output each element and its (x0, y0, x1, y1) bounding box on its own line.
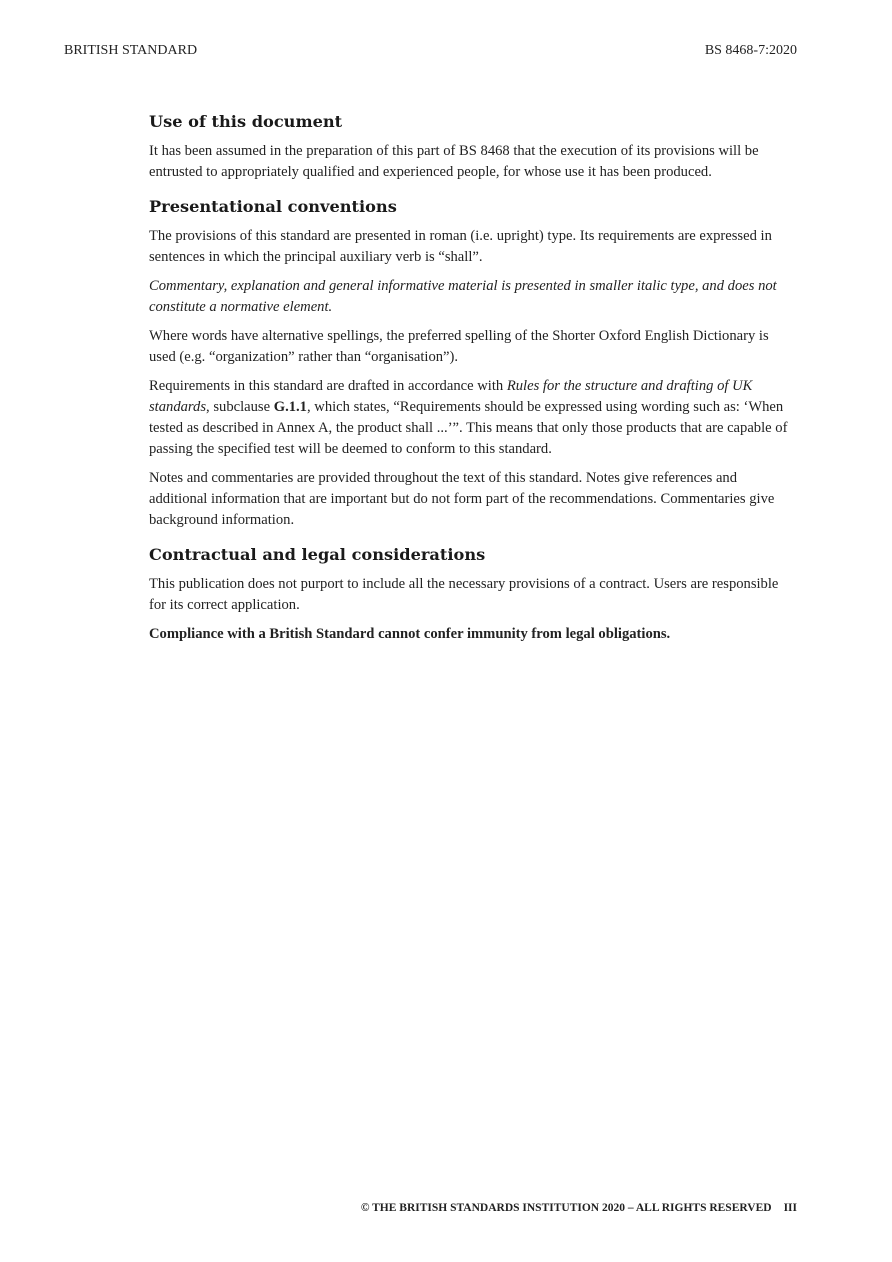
page-number: III (783, 1202, 797, 1214)
section-heading: Contractual and legal considerations (149, 545, 486, 564)
referenced-document-title: Rules for the structure and drafting of UK standards (149, 378, 753, 415)
text-run: Requirements in this standard are drafted in accordance with (149, 378, 507, 394)
running-header (64, 42, 797, 60)
paragraph: Where words have alternative spellings, the preferred spelling of the Shorter Oxford English Dictionary is used (e.g. “organization” rather than “organisation”). (149, 328, 769, 365)
compliance-statement: Compliance with a British Standard cannot confer immunity from legal obligations. (149, 626, 671, 642)
commentary-paragraph: Commentary, explanation and general informative material is presented in smaller italic type, and does not constitute a normative element. (149, 278, 777, 315)
text-run: , which states, “Requirements should be expressed using wording such as: ‘When tested as described in Annex A, the product shall ...’”. This means that only those products that are capable of passing the specified test will be deemed to conform to this standard. (149, 399, 788, 457)
document-body (149, 111, 799, 653)
section-use-of-document (149, 111, 799, 183)
paragraph: The provisions of this standard are presented in roman (i.e. upright) type. Its requirements are expressed in sentences in which the principal auxiliary verb is “shall”. (149, 228, 772, 265)
section-heading: Presentational conventions (149, 197, 397, 216)
header-document-number: BS 8468-7:2020 (704, 43, 797, 58)
header-standard-label: BRITISH STANDARD (64, 43, 198, 58)
section-contractual-legal (149, 544, 799, 645)
copyright-notice: © THE BRITISH STANDARDS INSTITUTION 2020 – ALL RIGHTS RESERVED (360, 1202, 772, 1214)
paragraph: Notes and commentaries are provided throughout the text of this standard. Notes give references and additional information that are important but do not form part of the recommendations. Commentaries give background information. (149, 470, 775, 528)
running-footer (361, 1200, 797, 1216)
paragraph: It has been assumed in the preparation of this part of BS 8468 that the execution of its provisions will be entrusted to appropriately qualified and experienced people, for whose use it has been produced. (149, 143, 759, 180)
paragraph: This publication does not purport to include all the necessary provisions of a contract. Users are responsible for its correct application. (149, 576, 779, 613)
subclause-reference: G.1.1 (273, 399, 307, 415)
section-heading: Use of this document (149, 112, 343, 131)
section-presentational-conventions (149, 196, 799, 531)
text-run: , subclause (206, 399, 274, 415)
paragraph-drafting-rules (149, 376, 799, 460)
